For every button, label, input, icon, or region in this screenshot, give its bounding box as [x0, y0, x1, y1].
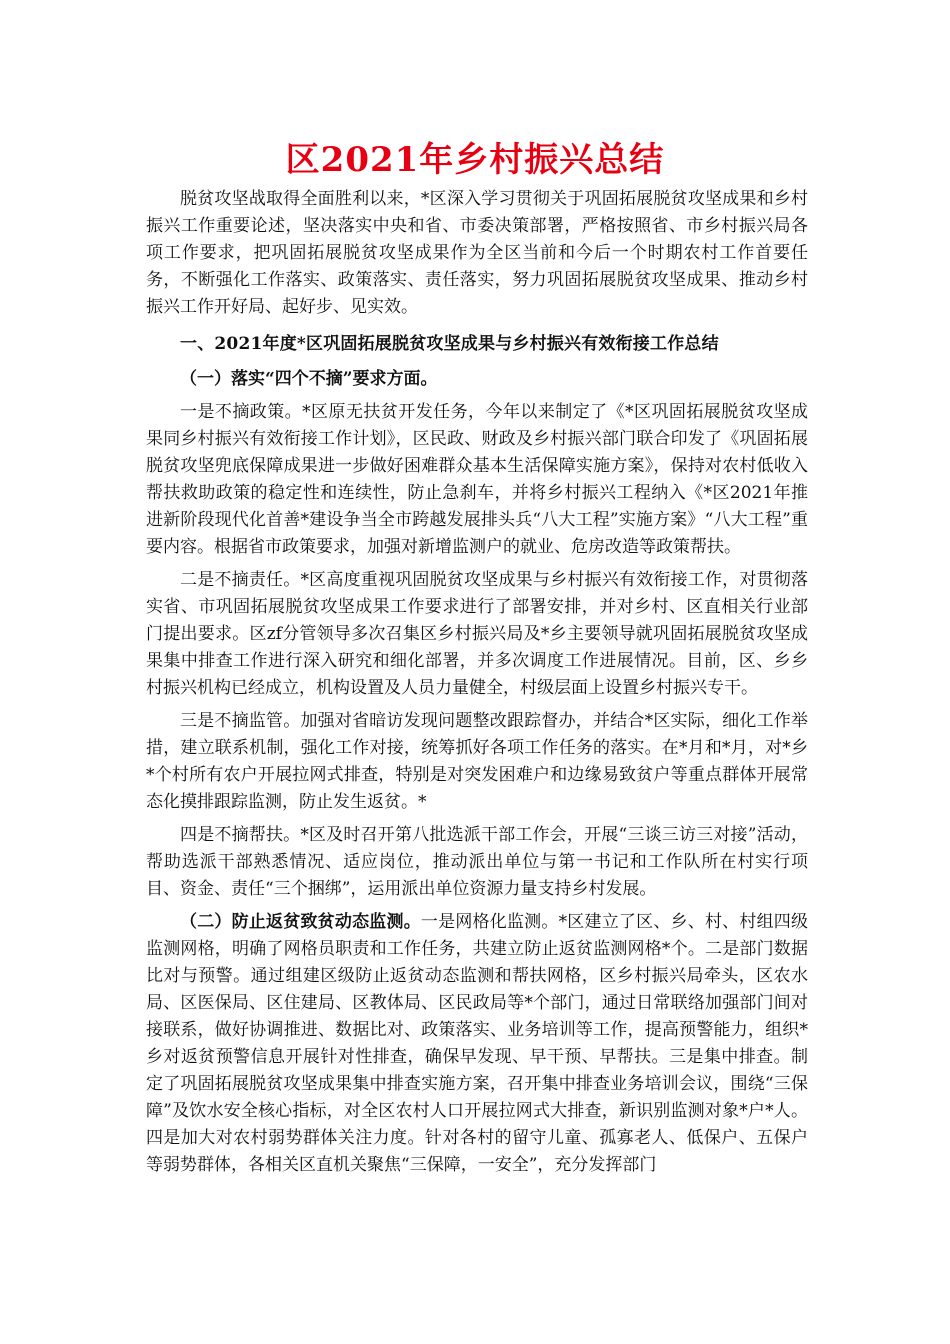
paragraph-monitoring: [146, 909, 808, 1179]
paragraph-monitoring-text: 一是网格化监测。*区建立了区、乡、村、村组四级监测网格，明确了网格员职责和工作任务，共建立防止返贫监测网格*个。二是部门数据比对与预警。通过组建区级防止返贫动态监测和帮扶网格，区乡村振兴局牵头，区农水局、区医保局、区住建局、区教体局、区民政局等*个部门，通过日常联络加强部门间对接联系，做好协调推进、数据比对、政策落实、业务培训等工作，提高预警能力，组织*乡对返贫预警信息开展针对性排查，确保早发现、早干预、早帮扶。三是集中排查。制定了巩固拓展脱贫攻坚成果集中排查实施方案，召开集中排查业务培训会议，围绕“三保障”及饮水安全核心指标，对全区农村人口开展拉网式大排查，新识别监测对象*户*人。四是加大对农村弱势群体关注力度。针对各村的留守儿童、孤寡老人、低保户、五保户等弱势群体，各相关区直机关聚焦“三保障，一安全”，充分发挥部门: [146, 912, 809, 1175]
subsection-heading-1: （一）落实“四个不摘”要求方面。: [180, 369, 438, 389]
intro-paragraph: 脱贫攻坚战取得全面胜利以来，*区深入学习贯彻关于巩固拓展脱贫攻坚成果和乡村振兴工作重要论述，坚决落实中央和省、市委决策部署，严格按照省、市乡村振兴局各项工作要求，把巩固拓展脱贫攻坚成果作为全区当前和今后一个时期农村工作首要任务，不断强化工作落实、政策落实、责任落实，努力巩固拓展脱贫攻坚成果、推动乡村振兴工作开好局、起好步、见实效。: [146, 189, 808, 317]
paragraph-assistance: 四是不摘帮扶。*区及时召开第八批选派干部工作会，开展“三谈三访三对接”活动，帮助选派干部熟悉情况、适应岗位，推动派出单位与第一书记和工作队所在村实行项目、资金、责任“三个捆绑”，运用派出单位资源力量支持乡村发展。: [146, 825, 808, 899]
paragraph-policy: 一是不摘政策。*区原无扶贫开发任务，今年以来制定了《*区巩固拓展脱贫攻坚成果同乡村振兴有效衔接工作计划》，区民政、财政及乡村振兴部门联合印发了《巩固拓展脱贫攻坚兜底保障成果进一步做好困难群众基本生活保障实施方案》，保持对农村低收入帮扶救助政策的稳定性和连续性，防止急刹车，并将乡村振兴工程纳入《*区2021年推进新阶段现代化首善*建设争当全市跨越发展排头兵“八大工程”实施方案》“八大工程”重要内容。根据省市政策要求，加强对新增监测户的就业、危房改造等政策帮扶。: [146, 402, 808, 557]
document-title: 区2021年乡村振兴总结: [285, 140, 665, 180]
paragraph-supervision: 三是不摘监管。加强对省暗访发现问题整改跟踪督办，并结合*区实际，细化工作举措，建立联系机制，强化工作对接，统筹抓好各项工作任务的落实。在*月和*月，对*乡*个村所有农户开展拉网式排查，特别是对突发困难户和边缘易致贫户等重点群体开展常态化摸排跟踪监测，防止发生返贫。*: [146, 711, 808, 812]
document-body: [146, 186, 808, 1179]
subsection-heading-2: （二）防止返贫致贫动态监测。: [180, 912, 421, 932]
paragraph-responsibility: 二是不摘责任。*区高度重视巩固脱贫攻坚成果与乡村振兴有效衔接工作，对贯彻落实省、市巩固拓展脱贫攻坚成果工作要求进行了部署安排，并对乡村、区直相关行业部门提出要求。区zf分管领导多次召集区乡村振兴局及*乡主要领导就巩固拓展脱贫攻坚成果集中排查工作进行深入研究和细化部署，并多次调度工作进展情况。目前，区、乡乡村振兴机构已经成立，机构设置及人员力量健全，村级层面上设置乡村振兴专干。: [146, 570, 808, 698]
section-heading-1: 一、2021年度*区巩固拓展脱贫攻坚成果与乡村振兴有效衔接工作总结: [180, 334, 719, 354]
